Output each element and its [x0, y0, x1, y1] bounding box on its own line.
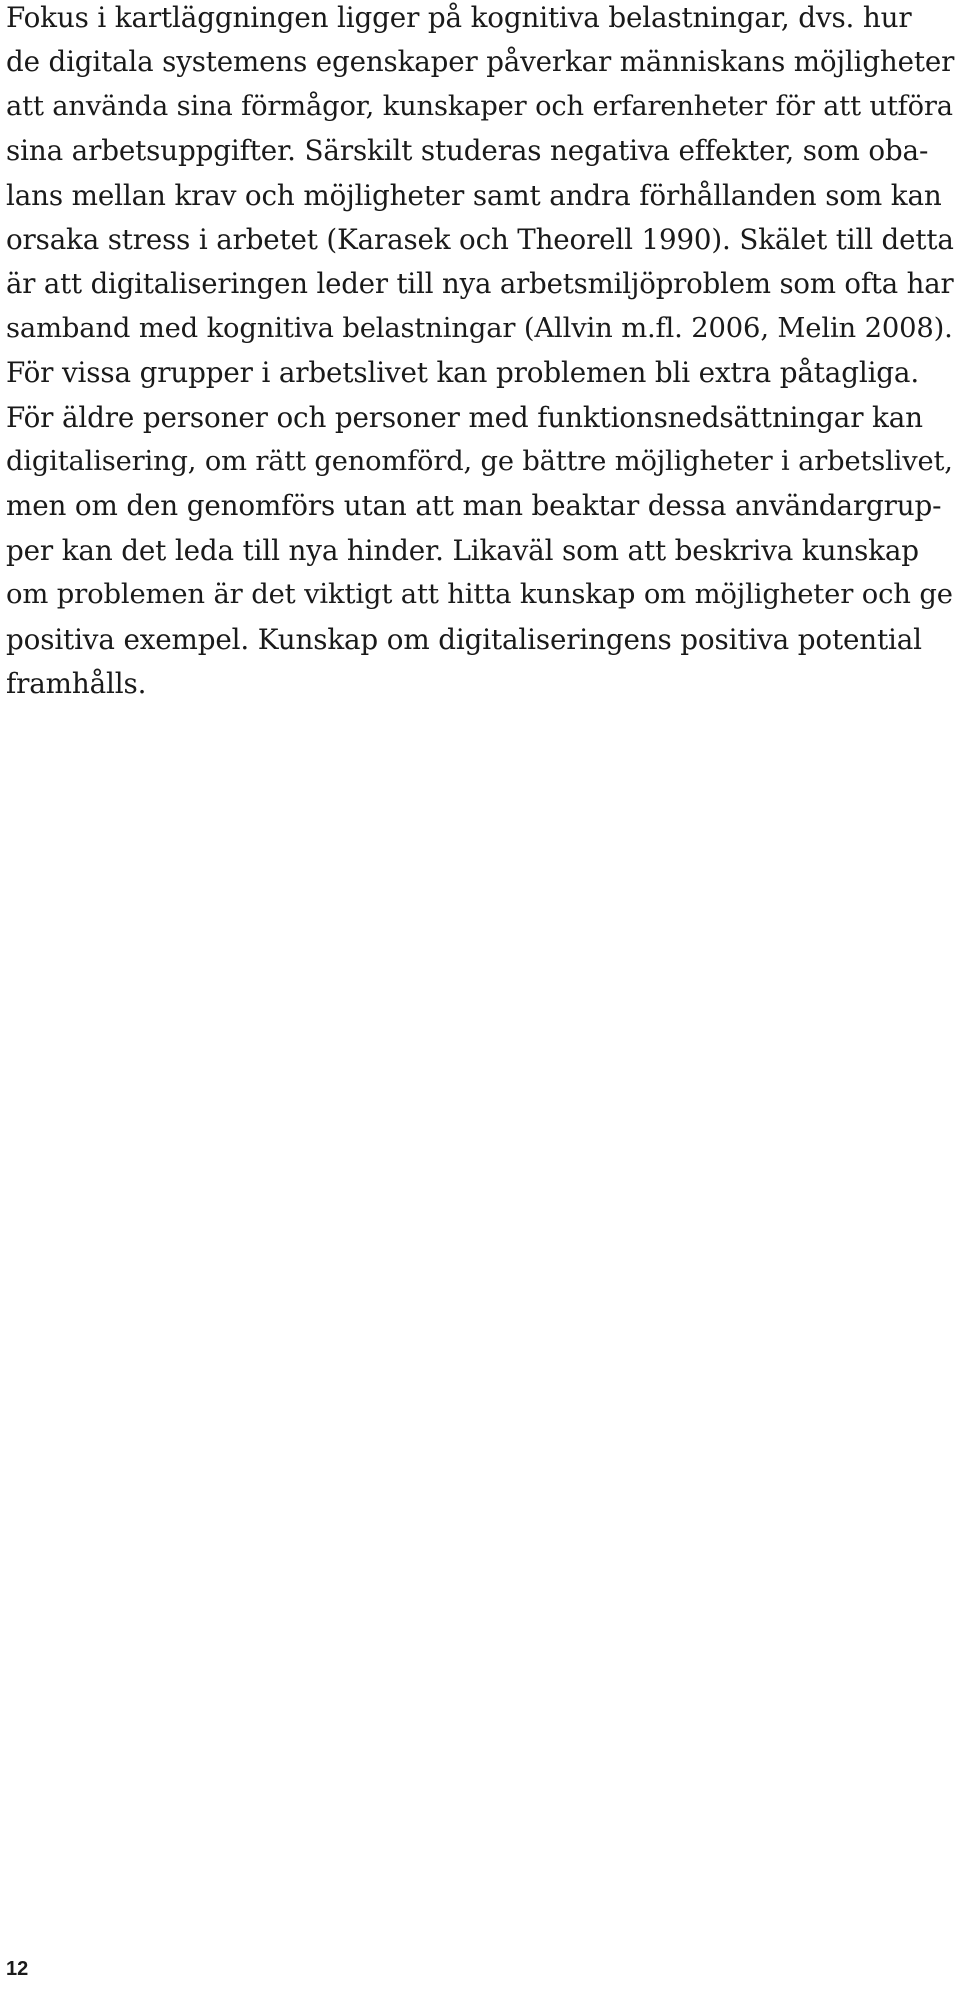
- text-line: positiva exempel. Kunskap om digitaliseringens positiva potential: [6, 622, 922, 656]
- text-line: sina arbetsuppgifter. Särskilt studeras negativa effekter, som oba-: [6, 134, 929, 168]
- text-line: lans mellan krav och möjligheter samt andra förhållanden som kan: [6, 178, 942, 212]
- text-line: per kan det leda till nya hinder. Likaväl som att beskriva kunskap: [6, 533, 919, 567]
- text-line: är att digitaliseringen leder till nya arbetsmiljöproblem som ofta har: [6, 268, 954, 301]
- text-line: att använda sina förmågor, kunskaper och erfarenheter för att utföra: [6, 90, 953, 122]
- text-line: samband med kognitiva belastningar (Allvin m.fl. 2006, Melin 2008).: [6, 312, 953, 344]
- text-line: Fokus i kartläggningen ligger på kognitiva belastningar, dvs. hur: [6, 1, 912, 34]
- text-line: de digitala systemens egenskaper påverkar människans möjligheter: [6, 45, 955, 79]
- body-paragraph: [6, 0, 960, 707]
- text-line: men om den genomförs utan att man beaktar dessa användargrup-: [6, 489, 942, 523]
- text-line: orsaka stress i arbetet (Karasek och Theorell 1990). Skälet till detta: [6, 223, 954, 257]
- text-line: För vissa grupper i arbetslivet kan problemen bli extra påtagliga.: [6, 356, 920, 390]
- text-line: om problemen är det viktigt att hitta kunskap om möjligheter och ge: [6, 579, 953, 611]
- text-line: framhålls.: [6, 667, 147, 701]
- text-line: digitalisering, om rätt genomförd, ge bättre möjligheter i arbetslivet,: [6, 446, 953, 478]
- page-number: 12: [6, 1958, 29, 1980]
- text-line: För äldre personer och personer med funktionsnedsättningar kan: [6, 400, 923, 434]
